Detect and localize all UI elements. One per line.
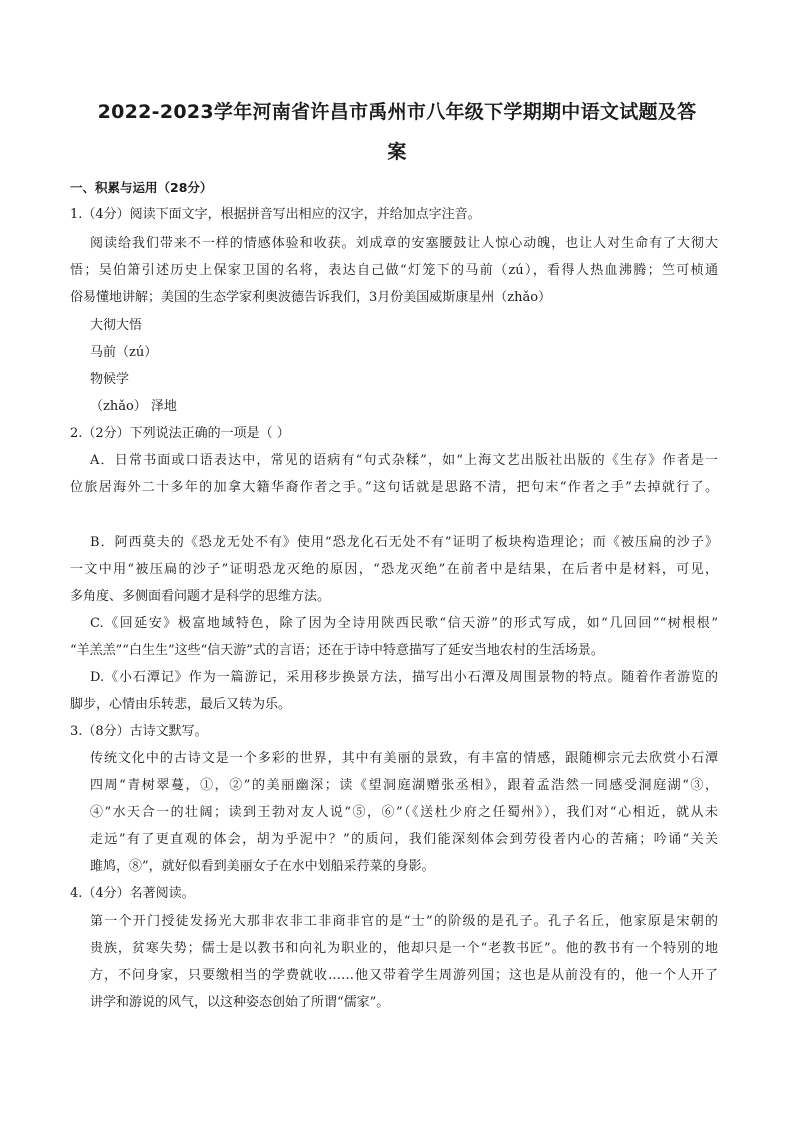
q2-option-d-line: 脚步，心情由乐转悲，最后又转为乐。 [70,697,292,712]
q4-para-line: 第一个开门授徒发扬光大那非农非工非商非官的是“士”的阶级的是孔子。孔子名丘，他家原是宋朝的 [90,914,718,929]
q1-para-line: 阅读给我们带来不一样的情感体验和收获。刘成章的安塞腰鼓让人惊心动魄，也让人对生命有了大彻大 [90,236,718,251]
q2-option-b-line: 多角度、多侧面看问题才是科学的思维方法。 [70,589,331,604]
title-line-1: 2022-2023学年河南省许昌市禹州市八年级下学期期中语文试题及答 [97,101,697,123]
q3-para-line: 走远”有了更直观的体会，胡为乎泥中？”的质问，我们能深刻体会到劳役者内心的苦痛；吟诵“关关 [90,832,718,847]
q4-para-line: 贵族，贫寒失势；儒士是以教书和向礼为职业的，他却只是一个“老教书匠”。他的教书有一个特别的地 [90,941,718,956]
section-heading: 一、积累与运用（28分） [70,180,213,195]
q3-para-line: 四周“青树翠蔓，①，②”的美丽幽深；读《望洞庭湖赠张丞相》，跟着孟浩然一同感受洞庭湖“③， [90,778,718,793]
q3-para-line: 传统文化中的古诗文是一个多彩的世界，其中有美丽的景致，有丰富的情感，跟随柳宗元去欣赏小石潭 [90,751,718,766]
document-title [60,92,734,172]
title-line-2: 案 [387,141,407,163]
q1-item: 物候学 [90,372,130,387]
q4-stem: 4.（4分）名著阅读。 [70,886,195,901]
q2-option-c-line: “羊羔羔”“白生生”这些“信天游”式的言语；还在于诗中特意描写了延安当地农村的生活场景。 [70,643,604,658]
q2-option-a-line: A．日常书面或口语表达中，常见的语病有“句式杂糅”，如“上海文艺出版社出版的《生存》作者是一 [90,453,718,468]
q2-option-b-line: 一文中用“被压扁的沙子”证明恐龙灭绝的原因，“恐龙灭绝”在前者中是结果，在后者中是材料，可见， [70,562,718,577]
q4-para-line: 方，不问身家，只要缴相当的学费就收……他又带着学生周游列国；这也是从前没有的，他一个人开了 [90,968,718,983]
q1-item: 大彻大悟 [90,318,143,333]
q2-option-b-line: B．阿西莫夫的《恐龙无处不有》使用“恐龙化石无处不有”证明了板块构造理论；而《被压扁的沙子》 [90,535,718,550]
q1-para-line: 悟；吴伯箫引述历史上保家卫国的名将，表达自己做“灯笼下的马前（zú），看得人热血沸腾；竺可桢通 [70,263,718,278]
q4-para-line: 讲学和游说的风气，以这种姿态创始了所谓“儒家”。 [90,995,390,1010]
q3-para-line: 雎鸠，⑧”，就好似看到美丽女子在水中划船采荇菜的身影。 [90,859,435,874]
q3-stem: 3.（8分）古诗文默写。 [70,724,208,739]
q1-item: （zhǎo） 泽地 [90,399,177,414]
q2-option-d-line: D.《小石潭记》作为一篇游记，采用移步换景方法，描写出小石潭及周围景物的特点。随着作者游览的 [90,670,718,685]
q2-option-c-line: C.《回延安》极富地域特色，除了因为全诗用陕西民歌“信天游”的形式写成，如“几回回”“树根根” [90,616,718,631]
q2-stem: 2.（2分）下列说法正确的一项是（ ） [70,426,290,441]
q1-para-line: 俗易懂地讲解；美国的生态学家利奥波德告诉我们，3月份美国威斯康星州（zhǎo） [70,290,552,305]
q2-option-a-line: 位旅居海外二十多年的加拿大籍华裔作者之手。”这句话就是思路不清，把句末“作者之手”去掉就行了。 [70,480,718,495]
q1-stem: 1.（4分）阅读下面文字，根据拼音写出相应的汉字，并给加点字注音。 [70,207,481,222]
q1-item: 马前（zú） [90,345,158,360]
q3-para-line: ④”水天合一的壮阔；读到王勃对友人说“⑤，⑥”（《送杜少府之任蜀州》），我们对“心相近，就从未 [90,805,718,820]
